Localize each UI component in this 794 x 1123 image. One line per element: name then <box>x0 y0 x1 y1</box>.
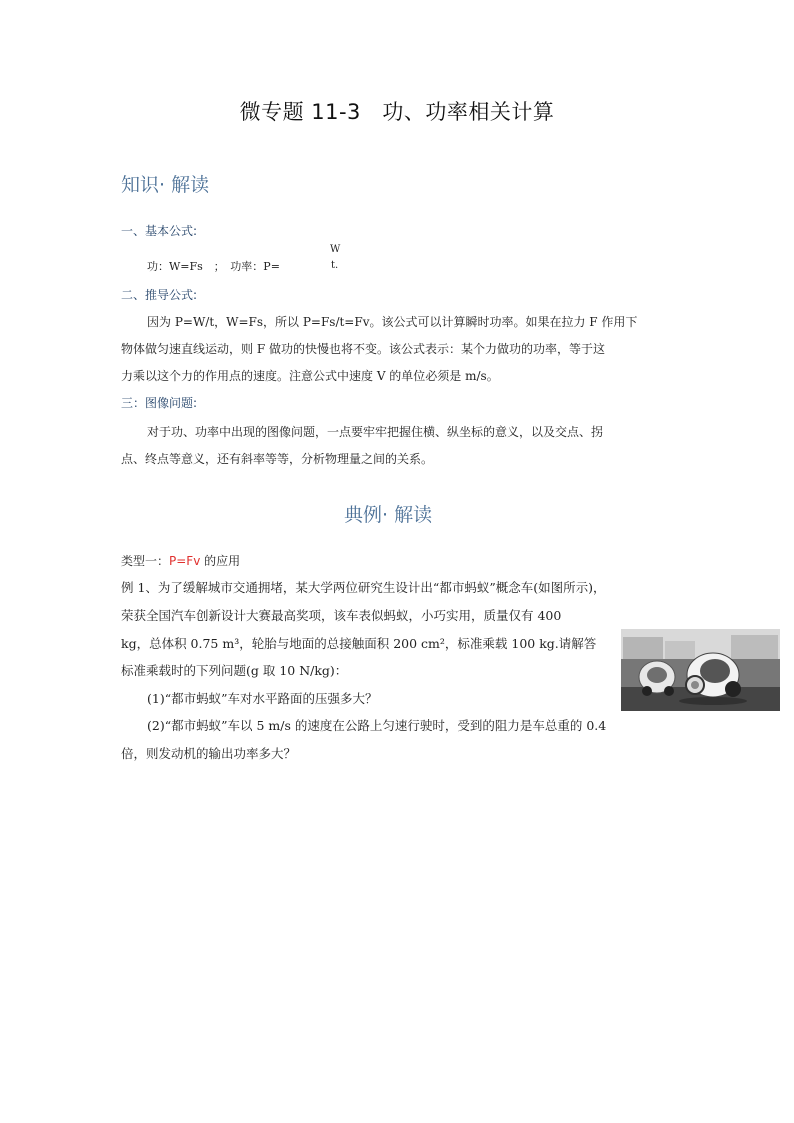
paragraph-line: 对于功、功率中出现的图像问题，一点要牢牢把握住横、纵坐标的意义，以及交点、拐 <box>147 425 604 439</box>
question-2-line: (2)“都市蚂蚁”车以 5 m/s 的速度在公路上匀速行驶时，受到的阻力是车总重的 0.4 <box>147 718 607 733</box>
page-title: 微专题 11-3 功、功率相关计算 <box>239 100 555 124</box>
subheading-graph-problems: 三：图像问题: <box>121 396 198 410</box>
fraction-denominator: t. <box>331 260 339 271</box>
type-label-suffix: 的应用 <box>200 554 241 568</box>
paragraph-line: 点、终点等意义，还有斜率等等，分析物理量之间的关系。 <box>121 452 434 466</box>
formula-line: 功：W=Fs ； 功率：P= <box>147 260 280 273</box>
question-1: (1)“都市蚂蚁”车对水平路面的压强多大？ <box>147 691 378 706</box>
concept-car-illustration <box>621 629 780 711</box>
subheading-basic-formula: 一、基本公式: <box>121 224 198 238</box>
question-2-line: 倍，则发动机的输出功率多大？ <box>121 746 297 761</box>
example-line: 荣获全国汽车创新设计大赛最高奖项，该车表似蚂蚁，小巧实用，质量仅有 400 <box>121 608 562 623</box>
paragraph-line: 物体做匀速直线运动，则 F 做功的快慢也将不变。该公式表示：某个力做功的功率，等于这 <box>121 342 605 356</box>
example-line: kg，总体积 0.75 m³，轮胎与地面的总接触面积 200 cm²，标准乘载 100 kg.请解答 <box>121 636 597 651</box>
example-line: 标准乘载时的下列问题(g 取 10 N/kg)： <box>121 663 348 678</box>
paragraph-line: 因为 P=W/t，W=Fs，所以 P=Fs/t=Fv。该公式可以计算瞬时功率。如果在拉力 F 作用下 <box>147 315 638 329</box>
type-label <box>121 552 240 569</box>
type-label-prefix: 类型一： <box>121 554 170 568</box>
fraction-numerator: W <box>330 244 341 255</box>
paragraph-line: 力乘以这个力的作用点的速度。注意公式中速度 V 的单位必须是 m/s。 <box>121 369 499 383</box>
subheading-derived-formula: 二、推导公式: <box>121 288 198 302</box>
example-line: 例 1、为了缓解城市交通拥堵，某大学两位研究生设计出“都市蚂蚁”概念车(如图所示)， <box>121 580 606 595</box>
section-heading-knowledge: 知识· 解读 <box>121 174 210 196</box>
section-heading-examples: 典例· 解读 <box>344 504 433 526</box>
type-label-formula: P=Fv <box>169 554 201 568</box>
concept-car-photo <box>621 629 780 711</box>
